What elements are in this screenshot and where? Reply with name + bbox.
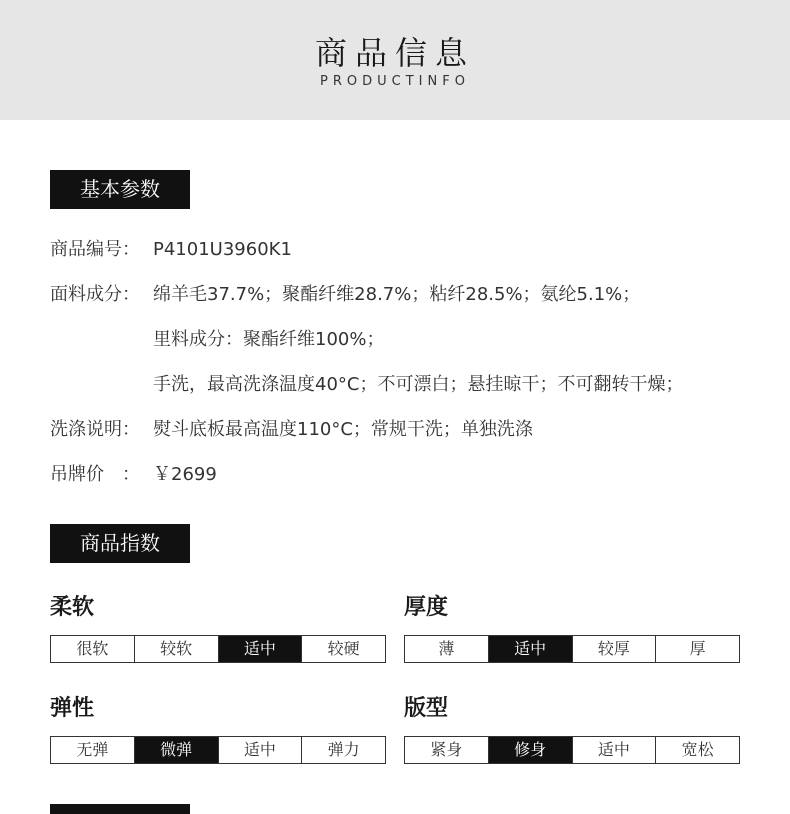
index-title-elasticity: 弹性: [50, 696, 95, 721]
scale-option: 适中: [219, 737, 303, 763]
scale-option: 很软: [51, 636, 135, 662]
header-title: 商品信息: [314, 34, 475, 72]
param-value: 里料成分：聚酯纤维100%；: [153, 329, 385, 350]
param-label: 面料成分：: [50, 284, 140, 305]
scale-option: 微弹: [135, 737, 219, 763]
scale-option: 薄: [405, 636, 489, 662]
param-value: P4101U3960K1: [153, 239, 292, 260]
scale-option: 宽松: [681, 740, 714, 759]
param-value: ￥2699: [153, 464, 217, 485]
scale-fit: [404, 736, 740, 764]
next-section-tag: [50, 804, 190, 814]
scale-option: 厚: [689, 639, 706, 658]
scale-option: 适中: [489, 636, 573, 662]
scale-softness: [50, 635, 386, 663]
scale-option: 适中: [573, 737, 657, 763]
param-value: 手洗，最高洗涤温度40°C；不可漂白；悬挂晾干；不可翻转干燥；: [153, 374, 684, 395]
scale-thickness: [404, 635, 740, 663]
param-label: 吊牌价 ：: [50, 464, 140, 485]
scale-option: 紧身: [405, 737, 489, 763]
scale-option: 弹力: [327, 740, 360, 759]
param-value: 绵羊毛37.7%；聚酯纤维28.7%；粘纤28.5%；氨纶5.1%；: [153, 284, 641, 305]
scale-option: 较硬: [327, 639, 360, 658]
param-value: 熨斗底板最高温度110°C；常规干洗；单独洗涤: [153, 419, 533, 440]
scale-option: 修身: [489, 737, 573, 763]
product-index-tag: 商品指数: [50, 524, 190, 563]
param-label: 洗涤说明：: [50, 419, 140, 440]
scale-option: 无弹: [51, 737, 135, 763]
scale-elasticity: [50, 736, 386, 764]
index-title-thickness: 厚度: [404, 595, 449, 620]
index-title-fit: 版型: [404, 696, 449, 721]
param-label: 商品编号：: [50, 239, 140, 260]
header-subtitle: PRODUCTINFO: [320, 74, 470, 89]
scale-option: 适中: [219, 636, 303, 662]
scale-option: 较软: [135, 636, 219, 662]
scale-option: 较厚: [573, 636, 657, 662]
info-header: [0, 0, 790, 120]
basic-params-tag: 基本参数: [50, 170, 190, 209]
index-title-softness: 柔软: [50, 595, 95, 620]
